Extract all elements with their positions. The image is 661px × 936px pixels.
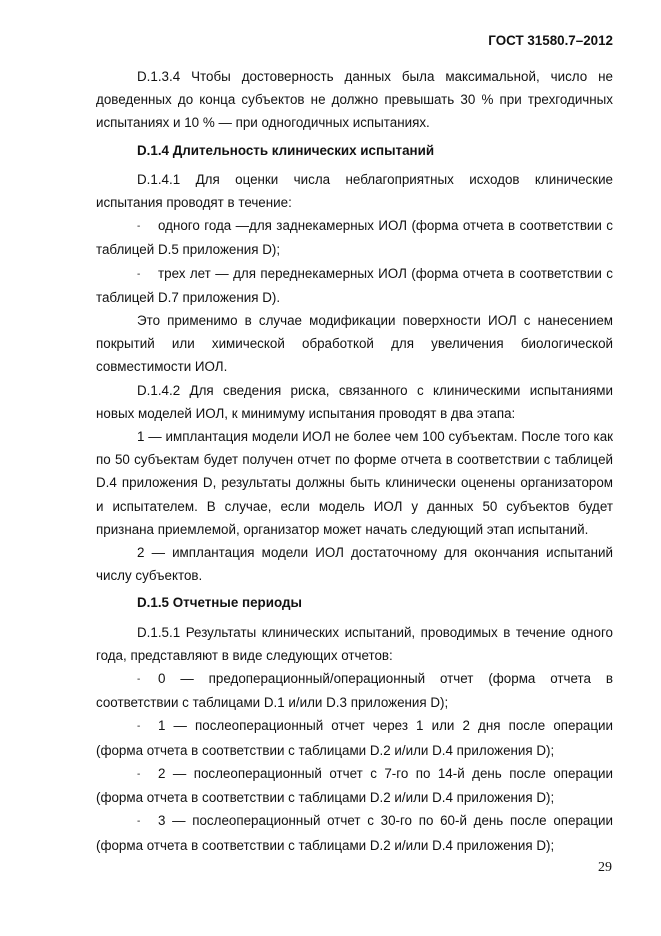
list-item: [96, 667, 613, 714]
bullet-dash: -: [137, 674, 141, 686]
document-code-header: ГОСТ 31580.7–2012: [488, 33, 613, 48]
paragraph-stage-1: 1 — имплантация модели ИОЛ не более чем 100 субъектам. После того как по 50 субъектам будет получен отчет по форме отчета в соответствии с таблицей D.4 приложения D, результаты должны быть клинически оценены организатором и испытателем. В случае, если модель ИОЛ у данных 50 субъектов будет признана приемлемой, организатор может начать следующий этап испытаний.: [96, 429, 613, 537]
paragraph-d1-3-4: D.1.3.4 Чтобы достоверность данных была максимальной, число не доведенных до конца субъектов не должно превышать 30 % при трехгодичных испытаниях и 10 % — при одногодичных испытаниях.: [96, 69, 613, 131]
page-number: 29: [598, 860, 612, 875]
list-item: [96, 714, 613, 761]
document-body: [96, 65, 613, 857]
list-item: [96, 809, 613, 856]
list-item: [96, 762, 613, 809]
bullet-dash: -: [137, 268, 141, 280]
list-item-text: 2 — послеоперационный отчет с 7-го по 14-й день после операции (форма отчета в соответствии с таблицами D.2 и/или D.4 приложения D);: [96, 765, 613, 806]
paragraph-d1-4-1: D.1.4.1 Для оценки числа неблагоприятных исходов клинические испытания проводят в течение:: [96, 171, 613, 211]
paragraph-stage-2: 2 — имплантация модели ИОЛ достаточному для окончания испытаний числу субъектов.: [96, 545, 613, 584]
paragraph-applicability: Это применимо в случае модификации поверхности ИОЛ с нанесением покрытий или химической обработкой для увеличения биологической совместимости ИОЛ.: [96, 313, 613, 375]
paragraph-d1-5-1: D.1.5.1 Результаты клинических испытаний, проводимых в течение одного года, представляют в виде следующих отчетов:: [96, 624, 613, 663]
list-item-text: 0 — предоперационный/операционный отчет (форма отчета в соответствии с таблицами D.1 и/или D.3 приложения D);: [96, 671, 613, 711]
bullet-dash: -: [137, 221, 141, 233]
list-item-text: трех лет — для переднекамерных ИОЛ (форма отчета в соответствии с таблицей D.7 приложения D).: [96, 265, 613, 305]
list-item-text: 3 — послеоперационный отчет с 30-го по 60-й день после операции (форма отчета в соответствии с таблицами D.2 и/или D.4 приложения D);: [96, 813, 613, 853]
section-heading-d1-4: D.1.4 Длительность клинических испытаний: [137, 142, 435, 158]
list-item-text: 1 — послеоперационный отчет через 1 или 2 дня после операции (форма отчета в соответствии с таблицами D.2 и/или D.4 приложения D);: [96, 718, 613, 758]
list-item: [96, 262, 613, 309]
bullet-dash: -: [137, 768, 141, 780]
bullet-dash: -: [137, 816, 141, 828]
paragraph-d1-4-2: D.1.4.2 Для сведения риска, связанного с клиническими испытаниями новых моделей ИОЛ, к минимуму испытания проводят в два этапа:: [96, 382, 613, 421]
list-item: [96, 214, 613, 261]
bullet-dash: -: [137, 721, 141, 733]
section-heading-d1-5: D.1.5 Отчетные периоды: [137, 595, 302, 611]
list-item-text: одного года —для заднекамерных ИОЛ (форма отчета в соответствии с таблицей D.5 приложения D);: [96, 218, 613, 258]
